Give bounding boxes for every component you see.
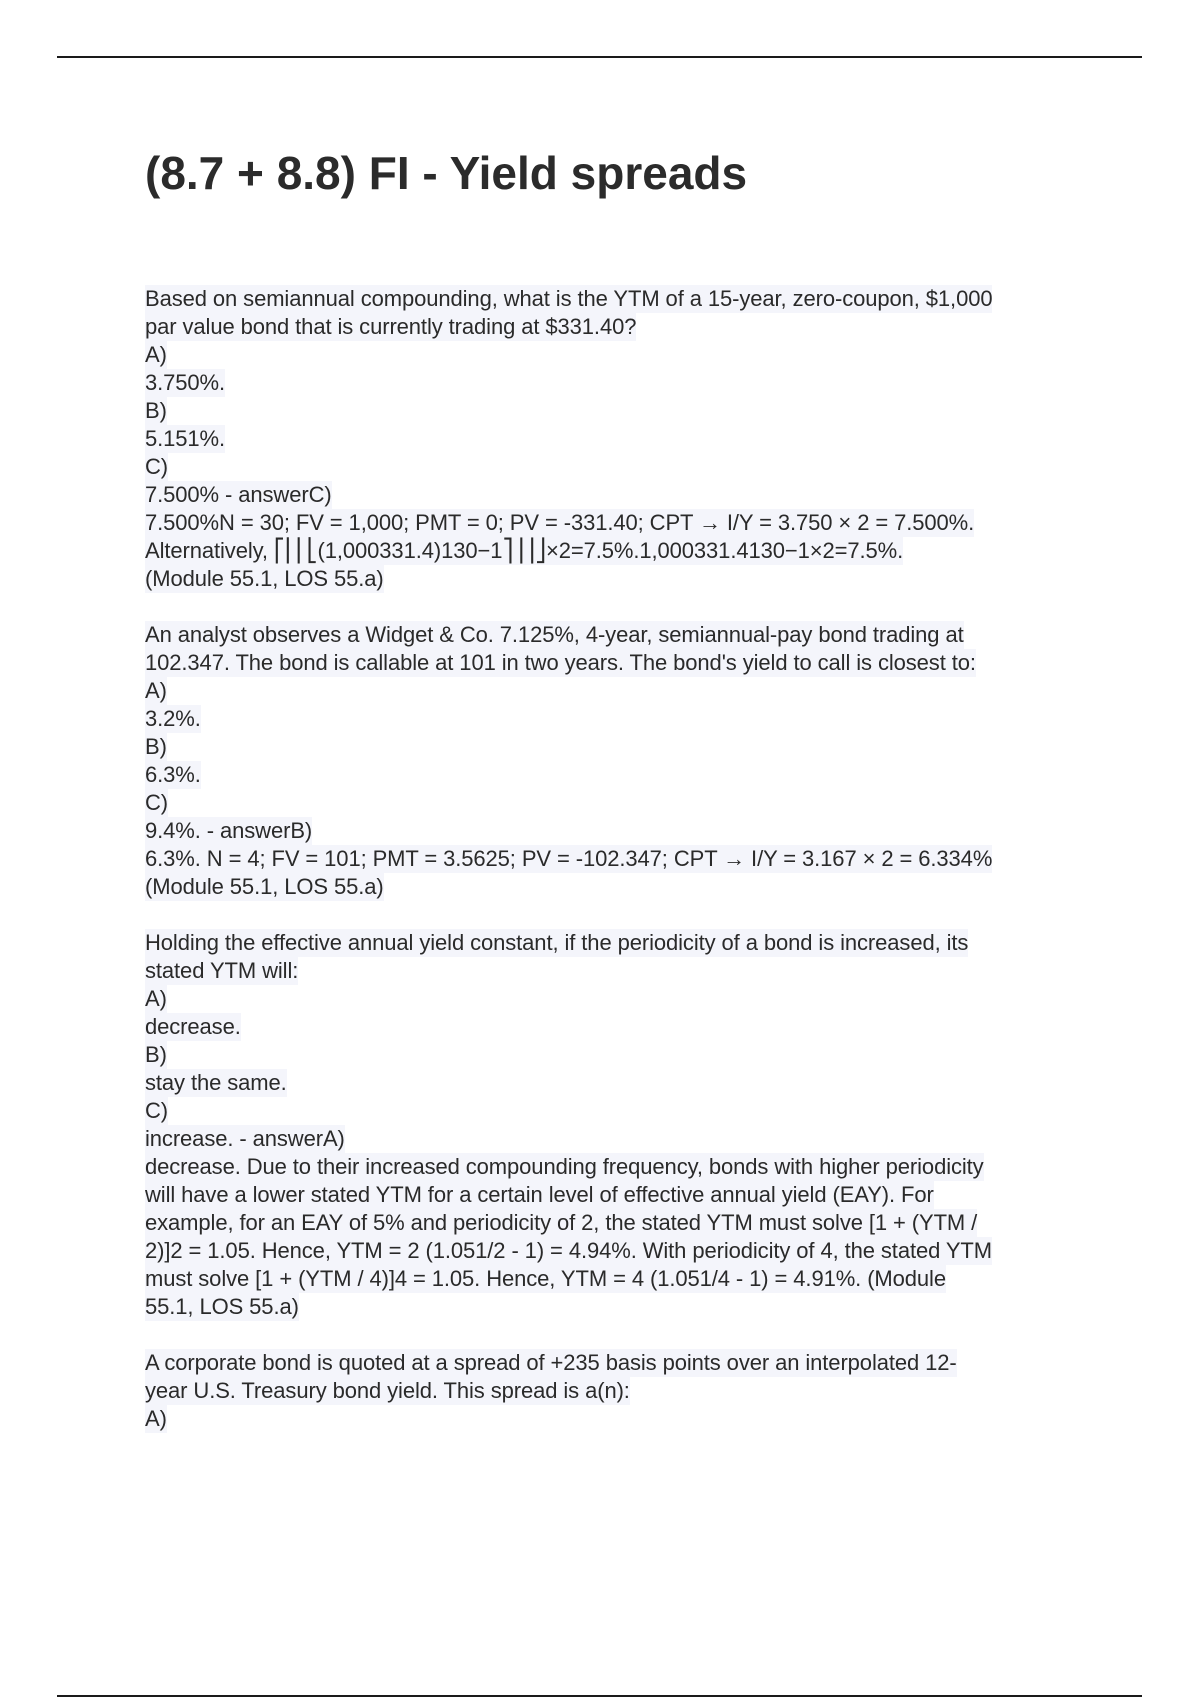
spacer: [145, 901, 1090, 929]
option-label: C): [145, 454, 169, 479]
question-text: year U.S. Treasury bond yield. This spread is a(n):: [145, 1378, 630, 1403]
option-label: C): [145, 1098, 169, 1123]
question-text: Holding the effective annual yield constant, if the periodicity of a bond is increased, its: [145, 930, 969, 955]
option-label: A): [145, 342, 167, 367]
question-text: A corporate bond is quoted at a spread of +235 basis points over an interpolated 12-: [145, 1350, 957, 1375]
explanation-text: 7.500%N = 30; FV = 1,000; PMT = 0; PV = -331.40; CPT → I/Y = 3.750 × 2 = 7.500%.: [145, 510, 975, 535]
explanation-text: must solve [1 + (YTM / 4)]4 = 1.05. Hence, YTM = 4 (1.051/4 - 1) = 4.91%. (Module: [145, 1266, 946, 1291]
question-block: [145, 1349, 1090, 1433]
document-body: [145, 285, 1090, 1433]
module-reference: (Module 55.1, LOS 55.a): [145, 566, 384, 591]
spacer: [145, 1321, 1090, 1349]
option-label: A): [145, 678, 167, 703]
explanation-text: 6.3%. N = 4; FV = 101; PMT = 3.5625; PV = -102.347; CPT → I/Y = 3.167 × 2 = 6.334%: [145, 846, 993, 871]
option-text: 6.3%.: [145, 762, 201, 787]
question-block: [145, 285, 1090, 593]
option-answer: increase. - answerA): [145, 1126, 345, 1151]
spacer: [145, 593, 1090, 621]
question-block: [145, 621, 1090, 901]
question-text: stated YTM will:: [145, 958, 299, 983]
question-text: Based on semiannual compounding, what is the YTM of a 15-year, zero-coupon, $1,000: [145, 286, 993, 311]
explanation-text: decrease. Due to their increased compounding frequency, bonds with higher periodicity: [145, 1154, 984, 1179]
bottom-rule: [57, 1695, 1142, 1697]
option-answer: 9.4%. - answerB): [145, 818, 313, 843]
option-text: 3.750%.: [145, 370, 226, 395]
explanation-text: example, for an EAY of 5% and periodicity of 2, the stated YTM must solve [1 + (YTM /: [145, 1210, 978, 1235]
module-reference: (Module 55.1, LOS 55.a): [145, 874, 384, 899]
option-text: 5.151%.: [145, 426, 226, 451]
option-text: stay the same.: [145, 1070, 287, 1095]
option-label: B): [145, 398, 167, 423]
question-text: par value bond that is currently trading at $331.40?: [145, 314, 637, 339]
option-text: decrease.: [145, 1014, 241, 1039]
option-label: A): [145, 986, 167, 1011]
explanation-text: will have a lower stated YTM for a certain level of effective annual yield (EAY). For: [145, 1182, 934, 1207]
option-answer: 7.500% - answerC): [145, 482, 332, 507]
option-label: A): [145, 1406, 167, 1431]
page-title: (8.7 + 8.8) FI - Yield spreads: [145, 147, 748, 199]
option-text: 3.2%.: [145, 706, 201, 731]
top-rule: [57, 56, 1142, 58]
question-block: [145, 929, 1090, 1321]
module-reference: 55.1, LOS 55.a): [145, 1294, 299, 1319]
explanation-text: 2)]2 = 1.05. Hence, YTM = 2 (1.051/2 - 1) = 4.94%. With periodicity of 4, the stated YTM: [145, 1238, 992, 1263]
option-label: B): [145, 1042, 167, 1067]
question-text: An analyst observes a Widget & Co. 7.125%, 4-year, semiannual-pay bond trading at: [145, 622, 964, 647]
option-label: C): [145, 790, 169, 815]
explanation-text: Alternatively, ⎡⎢⎢⎣(1,000331.4)130−1⎤⎥⎥⎦×2=7.5%.1,000331.4130−1×2=7.5%.: [145, 538, 904, 563]
question-text: 102.347. The bond is callable at 101 in two years. The bond's yield to call is closest to:: [145, 650, 976, 675]
option-label: B): [145, 734, 167, 759]
